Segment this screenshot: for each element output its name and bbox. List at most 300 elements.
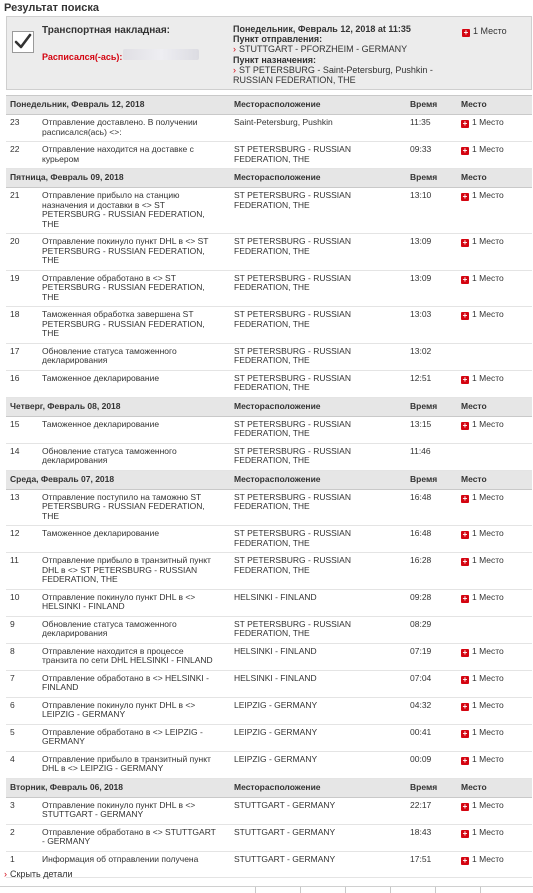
plus-box-icon: + (462, 855, 468, 865)
event-location (230, 670, 406, 697)
table-row (6, 142, 532, 169)
event-location-line: ST PETERSBURG - RUSSIAN (234, 372, 351, 383)
plus-box-icon: + (462, 311, 468, 320)
event-time: 18:43 (406, 824, 457, 851)
day-header-row (6, 470, 532, 489)
event-location (230, 553, 406, 590)
destination-label: Пункт назначения: (233, 55, 317, 65)
plus-box-icon: + (462, 192, 468, 201)
event-cell (6, 643, 230, 670)
event-pieces (457, 489, 532, 526)
event-description (42, 674, 227, 693)
event-location (230, 270, 406, 307)
event-location (230, 643, 406, 670)
event-location (230, 443, 406, 470)
plus-box-icon: + (462, 420, 468, 430)
event-location (230, 343, 406, 370)
origin-value: › STUTTGART - PFORZHEIM - GERMANY (233, 44, 408, 54)
checkmark-icon (12, 31, 34, 53)
day-header-row (6, 169, 532, 188)
event-pieces (457, 670, 532, 697)
event-number: 3 (10, 799, 15, 810)
event-number: 12 (10, 528, 20, 538)
event-pieces (457, 697, 532, 724)
event-cell (6, 616, 230, 643)
event-number: 13 (10, 491, 20, 502)
event-pieces-label: 1 Место (472, 853, 504, 864)
event-description-line: расписался(ась) <>: (42, 126, 122, 137)
event-pieces (457, 526, 532, 553)
event-pieces (457, 824, 532, 851)
table-row (6, 526, 532, 553)
event-description-line: PETERSBURG - RUSSIAN FEDERATION, (42, 318, 205, 329)
event-description-line: декларирования (42, 455, 108, 465)
event-time: 09:33 (406, 142, 457, 169)
event-description (42, 347, 227, 366)
event-pieces (457, 115, 532, 142)
event-cell (6, 670, 230, 697)
event-description-line: Таможенное декларирование (42, 528, 160, 538)
table-row (6, 553, 532, 590)
column-location: Месторасположение (230, 96, 406, 115)
event-cell (6, 416, 230, 443)
plus-box-icon: + (462, 238, 468, 247)
event-pieces-label: 1 Место (472, 144, 504, 154)
event-location (230, 616, 406, 643)
event-description-line: Отправление обработано в <> HELSINKI - (42, 672, 209, 683)
event-pieces (457, 616, 532, 643)
event-description (42, 145, 227, 164)
event-description-line: Отправление находится в процессе (42, 645, 184, 656)
event-description (42, 728, 227, 747)
table-row (6, 751, 532, 778)
plus-box-icon: + (462, 728, 468, 738)
plus-box-icon: + (462, 828, 468, 838)
column-location: Месторасположение (230, 169, 406, 188)
table-row (6, 616, 532, 643)
event-description-line: Отправление прибыло на станцию (42, 190, 180, 200)
event-location (230, 416, 406, 443)
event-location-line: ST PETERSBURG - RUSSIAN (234, 309, 351, 319)
plus-box-icon: + (462, 701, 468, 711)
event-number: 15 (10, 418, 20, 429)
event-description (42, 310, 227, 339)
waybill-label: Транспортная накладная: (42, 25, 170, 36)
event-cell (6, 489, 230, 526)
event-cell (6, 589, 230, 616)
event-cell (6, 142, 230, 169)
event-pieces-label: 1 Место (472, 753, 504, 764)
event-time: 12:51 (406, 370, 457, 397)
event-location-line: ST PETERSBURG - RUSSIAN (234, 445, 351, 456)
event-location (230, 142, 406, 169)
table-row (6, 115, 532, 142)
table-row (6, 343, 532, 370)
event-description-line: Таможенная обработка завершена ST (42, 309, 194, 319)
event-time: 00:41 (406, 724, 457, 751)
table-row (6, 697, 532, 724)
event-location (230, 234, 406, 271)
event-location (230, 489, 406, 526)
table-row (6, 824, 532, 851)
event-description-line: Отправление покинуло пункт DHL в <> ST (42, 236, 209, 246)
event-location (230, 751, 406, 778)
event-pieces-label: 1 Место (472, 372, 504, 383)
plus-box-icon: + (462, 374, 468, 384)
plus-box-icon: + (462, 530, 468, 539)
event-location-line: LEIPZIG - GERMANY (234, 753, 318, 764)
event-description-line: Отправление покинуло пункт DHL в <> (42, 699, 196, 710)
table-row (6, 643, 532, 670)
event-pieces-label: 1 Место (472, 699, 504, 710)
event-location-line: ST PETERSBURG - RUSSIAN (234, 272, 351, 283)
event-description-line: STUTTGART - GERMANY (42, 809, 144, 819)
table-row (6, 797, 532, 824)
event-description (42, 828, 227, 847)
event-location-line: FEDERATION, THE (234, 564, 310, 575)
event-pieces-label: 1 Место (472, 272, 504, 283)
event-description-line: THE (42, 255, 59, 265)
event-time: 11:35 (406, 115, 457, 142)
event-description-line: декларирования (42, 628, 108, 638)
event-pieces (457, 751, 532, 778)
event-location-line: FEDERATION, THE (234, 537, 310, 548)
event-pieces-label: 1 Место (472, 645, 504, 656)
event-pieces (457, 142, 532, 169)
event-description-line: THE (42, 328, 59, 338)
event-cell (6, 724, 230, 751)
event-description (42, 118, 227, 137)
event-description-line: Отправление обработано в <> STUTTGART (42, 826, 216, 837)
event-cell (6, 343, 230, 370)
event-number: 6 (10, 699, 15, 710)
page-bottom-rule (0, 886, 533, 893)
day-date: Пятница, Февраль 09, 2018 (6, 169, 230, 188)
event-description (42, 801, 227, 820)
event-pieces (457, 188, 532, 234)
event-location-line: FEDERATION, THE (234, 428, 310, 438)
event-description-line: Таможенное декларирование (42, 418, 160, 429)
event-description-line: Отправление прибыло в транзитный пункт (42, 753, 211, 764)
event-location (230, 697, 406, 724)
summary-date: Понедельник, Февраль 12, 2018 at 11:35 (233, 24, 411, 34)
event-location-line: ST PETERSBURG - RUSSIAN (234, 618, 351, 629)
event-number: 19 (10, 272, 20, 283)
event-location-line: LEIPZIG - GERMANY (234, 699, 318, 710)
event-description-line: THE (42, 218, 59, 229)
event-description-line: PETERSBURG - RUSSIAN FEDERATION, (42, 209, 205, 219)
event-description (42, 374, 227, 384)
origin-label: Пункт отправления: (233, 34, 323, 44)
event-cell (6, 797, 230, 824)
event-pieces-label: 1 Место (472, 190, 504, 200)
signature-redacted (123, 49, 199, 60)
event-location (230, 797, 406, 824)
event-description (42, 556, 227, 585)
event-pieces (457, 724, 532, 751)
destination-value-line2: RUSSIAN FEDERATION, THE (233, 75, 356, 85)
event-description-line: Отправление поступило на таможню ST (42, 491, 202, 502)
event-number: 7 (10, 672, 15, 683)
event-description-line: декларирования (42, 355, 108, 365)
day-header-row (6, 397, 532, 416)
plus-box-icon: + (462, 493, 468, 503)
table-row (6, 234, 532, 271)
event-location-line: ST PETERSBURG - RUSSIAN (234, 528, 351, 538)
event-location-line: ST PETERSBURG - RUSSIAN (234, 418, 351, 429)
event-time: 13:03 (406, 307, 457, 344)
event-location-line: FEDERATION, THE (234, 628, 310, 638)
hide-details-link[interactable]: › Скрыть детали (4, 869, 73, 879)
event-description-line: Обновление статуса таможенного (42, 445, 177, 456)
event-description-line: Таможенное декларирование (42, 372, 160, 383)
event-location-line: STUTTGART - GERMANY (234, 853, 336, 864)
event-pieces (457, 416, 532, 443)
event-number: 16 (10, 372, 20, 383)
column-pieces: Место (457, 470, 532, 489)
column-location: Месторасположение (230, 470, 406, 489)
event-pieces-label: 1 Место (472, 555, 504, 565)
event-pieces (457, 270, 532, 307)
column-time: Время (406, 397, 457, 416)
plus-box-icon: + (462, 557, 468, 566)
day-date: Четверг, Февраль 08, 2018 (6, 397, 230, 416)
event-location (230, 115, 406, 142)
event-description (42, 237, 227, 266)
table-row (6, 489, 532, 526)
event-description (42, 620, 227, 639)
event-description (42, 420, 227, 430)
column-location: Месторасположение (230, 397, 406, 416)
event-pieces (457, 589, 532, 616)
event-description-line: назначения и доставки в <> ST (42, 199, 165, 210)
table-row (6, 370, 532, 397)
plus-box-icon: + (462, 274, 468, 284)
page-title: Результат поиска (4, 2, 99, 14)
event-number: 4 (10, 753, 15, 764)
column-pieces: Место (457, 778, 532, 797)
event-description-line: Обновление статуса таможенного (42, 345, 177, 356)
event-cell (6, 270, 230, 307)
event-description-line: PETERSBURG - RUSSIAN FEDERATION, (42, 245, 205, 256)
event-time: 16:48 (406, 526, 457, 553)
shipment-summary (6, 16, 532, 90)
event-time: 13:15 (406, 416, 457, 443)
plus-box-icon: + (462, 801, 468, 811)
event-pieces (457, 370, 532, 397)
event-location-line: ST PETERSBURG - RUSSIAN (234, 236, 351, 246)
event-pieces (457, 234, 532, 271)
event-pieces-label: 1 Место (472, 672, 504, 683)
event-time: 04:32 (406, 697, 457, 724)
event-number: 1 (10, 853, 15, 864)
arrow-right-icon: › (233, 44, 236, 54)
event-time: 16:28 (406, 553, 457, 590)
column-time: Время (406, 470, 457, 489)
event-time: 22:17 (406, 797, 457, 824)
event-pieces-label: 1 Место (472, 491, 504, 502)
arrow-right-icon: › (233, 65, 236, 75)
event-description-line: FINLAND (42, 682, 79, 692)
checkpoint-table (6, 95, 532, 878)
column-time: Время (406, 778, 457, 797)
event-number: 10 (10, 591, 20, 602)
event-time: 13:09 (406, 234, 457, 271)
event-pieces-label: 1 Место (472, 799, 504, 810)
event-number: 5 (10, 726, 15, 737)
event-description (42, 529, 227, 539)
event-location-line: FEDERATION, THE (234, 245, 310, 256)
event-description-line: Отправление покинуло пункт DHL в <> (42, 799, 196, 810)
event-description-line: HELSINKI - FINLAND (42, 601, 125, 611)
column-pieces: Место (457, 96, 532, 115)
event-pieces (457, 443, 532, 470)
event-pieces-label: 1 Место (472, 236, 504, 246)
event-description-line: THE (42, 291, 59, 302)
event-time: 16:48 (406, 489, 457, 526)
event-time: 07:19 (406, 643, 457, 670)
event-time: 13:02 (406, 343, 457, 370)
event-description-line: PETERSBURG - RUSSIAN FEDERATION, (42, 282, 205, 292)
event-description (42, 274, 227, 303)
event-cell (6, 443, 230, 470)
event-location (230, 370, 406, 397)
event-description-line: Отправление обработано в <> ST (42, 272, 176, 283)
event-description (42, 855, 227, 865)
event-location-line: HELSINKI - FINLAND (234, 672, 317, 683)
event-number: 9 (10, 618, 15, 629)
plus-box-icon: + (462, 674, 468, 684)
event-pieces-label: 1 Место (472, 528, 504, 538)
event-description-line: FEDERATION, THE (42, 574, 118, 584)
event-pieces-label: 1 Место (472, 591, 504, 602)
event-location-line: ST PETERSBURG - RUSSIAN (234, 190, 351, 200)
event-time: 13:09 (406, 270, 457, 307)
event-description-line: Отправление находится на доставке с (42, 144, 194, 154)
table-row (6, 188, 532, 234)
event-pieces (457, 851, 532, 877)
table-row (6, 307, 532, 344)
plus-box-icon: + (462, 647, 468, 657)
event-time: 11:46 (406, 443, 457, 470)
event-description-line: PETERSBURG - RUSSIAN FEDERATION, (42, 501, 205, 511)
event-description-line: GERMANY (42, 736, 85, 746)
event-pieces (457, 797, 532, 824)
event-description (42, 593, 227, 612)
event-description (42, 493, 227, 522)
plus-box-icon: + (462, 119, 468, 128)
event-number: 2 (10, 826, 15, 837)
event-description (42, 701, 227, 720)
event-description-line: DHL в <> ST PETERSBURG - RUSSIAN (42, 564, 198, 575)
event-pieces-label: 1 Место (472, 418, 504, 429)
event-location-line: FEDERATION, THE (234, 355, 310, 365)
event-number: 18 (10, 309, 20, 319)
event-cell (6, 824, 230, 851)
day-header-row (6, 778, 532, 797)
event-description-line: транзита по сети DHL HELSINKI - FINLAND (42, 655, 213, 665)
event-cell (6, 307, 230, 344)
event-number: 17 (10, 345, 20, 356)
event-pieces (457, 343, 532, 370)
event-pieces (457, 307, 532, 344)
event-description-line: Отправление покинуло пункт DHL в <> (42, 591, 196, 602)
plus-box-icon: + (463, 28, 469, 37)
event-time: 09:28 (406, 589, 457, 616)
event-description-line: LEIPZIG - GERMANY (42, 709, 126, 719)
event-location (230, 724, 406, 751)
table-row (6, 443, 532, 470)
event-location (230, 307, 406, 344)
day-header-row (6, 96, 532, 115)
table-row (6, 670, 532, 697)
event-number: 8 (10, 645, 15, 656)
column-time: Время (406, 96, 457, 115)
column-pieces: Место (457, 397, 532, 416)
event-location-line: ST PETERSBURG - RUSSIAN (234, 491, 351, 502)
event-description-line: THE (42, 510, 59, 521)
event-description-line: Обновление статуса таможенного (42, 618, 177, 629)
event-cell (6, 188, 230, 234)
event-description (42, 191, 227, 229)
event-number: 22 (10, 144, 20, 154)
event-pieces-label: 1 Место (472, 117, 504, 127)
event-location (230, 526, 406, 553)
event-number: 14 (10, 445, 20, 456)
event-pieces-label: 1 Место (472, 309, 504, 319)
summary-pieces: + 1 Место (463, 26, 507, 37)
event-location-line: FEDERATION, THE (234, 501, 310, 511)
day-date: Понедельник, Февраль 12, 2018 (6, 96, 230, 115)
plus-box-icon: + (462, 146, 468, 155)
event-location-line: HELSINKI - FINLAND (234, 645, 317, 656)
event-cell (6, 526, 230, 553)
table-row (6, 589, 532, 616)
event-number: 21 (10, 190, 20, 200)
event-location (230, 851, 406, 877)
event-time: 00:09 (406, 751, 457, 778)
event-description-line: курьером (42, 153, 80, 164)
event-time: 08:29 (406, 616, 457, 643)
event-description-line: Отправление обработано в <> LEIPZIG - (42, 726, 203, 737)
event-description-line: Информация об отправлении получена (42, 853, 199, 864)
event-location (230, 188, 406, 234)
event-location-line: FEDERATION, THE (234, 199, 310, 210)
event-description-line: Отправление прибыло в транзитный пункт (42, 555, 211, 565)
event-location-line: FEDERATION, THE (234, 455, 310, 465)
day-date: Вторник, Февраль 06, 2018 (6, 778, 230, 797)
plus-box-icon: + (462, 755, 468, 765)
event-cell (6, 697, 230, 724)
event-pieces-label: 1 Место (472, 826, 504, 837)
event-location-line: HELSINKI - FINLAND (234, 591, 317, 602)
event-cell (6, 553, 230, 590)
event-description (42, 755, 227, 774)
event-cell (6, 751, 230, 778)
event-location-line: ST PETERSBURG - RUSSIAN (234, 144, 351, 154)
event-number: 23 (10, 117, 20, 127)
signed-label: Расписался(-ась): (42, 52, 123, 62)
table-row (6, 851, 532, 877)
event-location-line: ST PETERSBURG - RUSSIAN (234, 345, 351, 356)
event-location (230, 589, 406, 616)
event-pieces-label: 1 Место (472, 726, 504, 737)
event-description-line: DHL в <> LEIPZIG - GERMANY (42, 763, 164, 773)
table-row (6, 270, 532, 307)
event-time: 17:51 (406, 851, 457, 877)
event-number: 11 (10, 555, 19, 565)
table-row (6, 416, 532, 443)
